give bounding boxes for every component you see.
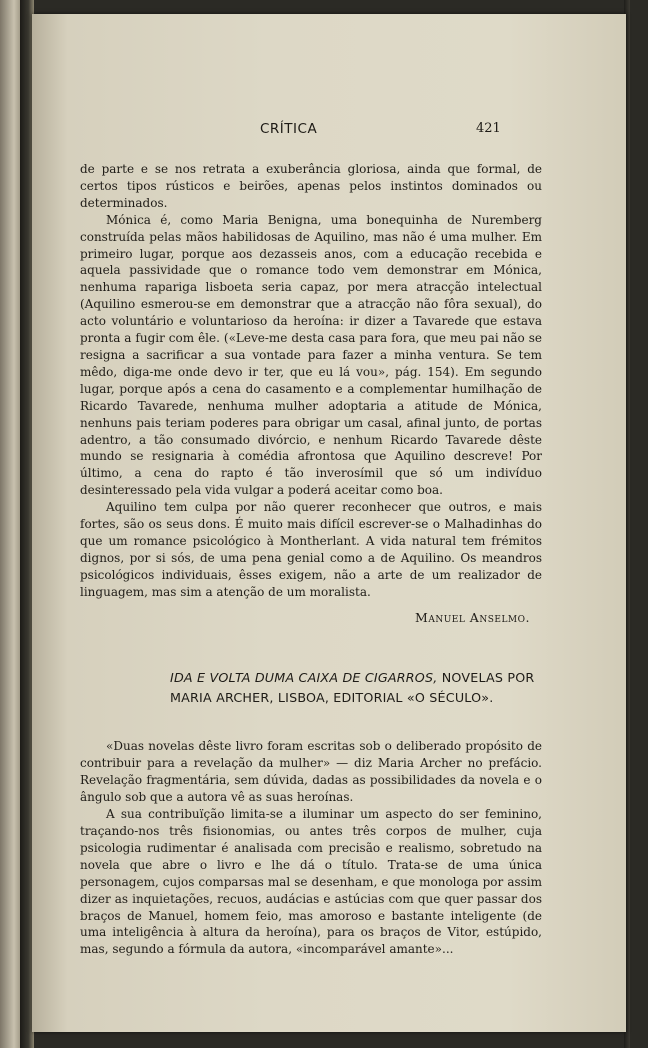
running-header bbox=[32, 121, 626, 145]
book-title: IDA E VOLTA DUMA CAIXA DE CIGARROS, bbox=[170, 670, 438, 686]
page-number: 421 bbox=[476, 121, 501, 136]
review-heading bbox=[170, 668, 542, 708]
paragraph: A sua contribuïção limita-se a iluminar um aspecto do ser feminino, traçando-nos três fisionomias, ou antes três corpos de mulher, cuja psicologia rudimentar é analisada com precisão e realismo, sobretudo na novela que abre o livro e lhe dá o título. Trata-se de uma única personagem, cujos comparsas mal se desenham, e que monologa por assim dizer as inquietações, recuos, audácias e astúcias com que quer passar dos braços de Manuel, homem feio, mas amoroso e bastante inteligente (de uma inteligência à altura da heroína), para os braços de Vitor, estúpido, mas, segundo a fórmula da autora, «incomparável amante»... bbox=[80, 807, 542, 957]
page-body bbox=[80, 161, 542, 958]
book-details: NOVELAS POR MARIA ARCHER, LISBOA, EDITORIAL «O SÉCULO». bbox=[170, 670, 535, 706]
paragraph: Aquilino tem culpa por não querer reconhecer que outros, e mais fortes, são os seus dons. É muito mais difícil escrever-se o Malhadinhas do que um romance psicológico à Montherlant. A vida natural tem frémitos dignos, por si sós, de uma pena genial como a de Aquilino. Os meandros psicológicos individuais, êsses exigem, não a arte de um realizador de linguagem, mas sim a atenção de um moralista. bbox=[80, 500, 542, 599]
page bbox=[32, 14, 626, 1032]
previous-page-edge bbox=[0, 0, 20, 1048]
paragraph: Mónica é, como Maria Benigna, uma bonequinha de Nuremberg construída pelas mãos habilidosas de Aquilino, mas não é uma mulher. Em primeiro lugar, porque aos dezasseis anos, com a educação recebida e aquela passividade que o romance todo vem demonstrar em Mónica, nenhuma rapariga lisboeta seria capaz, por mera atracção intelectual (Aquilino esmerou-se em demonstrar que a atracção não fôra sexual), do acto voluntário e voluntarioso da heroína: ir dizer a Tavarede que estava pronta a fugir com êle. («Leve-me desta casa para fora, que meu pai não se resigna a sacrificar a sua vontade para fazer a minha ventura. Se tem mêdo, diga-me onde devo ir ter, que eu lá vou», pág. 154). Em segundo lugar, porque após a cena do casamento e a complementar humilhação de Ricardo Tavarede, nenhuma mulher adoptaria a atitude de Mónica, nenhuns pais teriam poderes para obrigar um casal, afinal junto, de portas adentro, a tão consumado divórcio, e nenhum Ricardo Tavarede dêste mundo se resignaria à comédia afrontosa que Aquilino descreve! Por último, a cena do rapto é tão inverosímil que só um indivíduo desinteressado pela vida vulgar a poderá aceitar como boa. bbox=[80, 212, 542, 498]
author-signature: Manuel Anselmo. bbox=[415, 609, 530, 625]
running-title: CRÍTICA bbox=[260, 121, 318, 137]
paragraph: «Duas novelas dêste livro foram escritas sob o deliberado propósito de contribuir para a revelação da mulher» — diz Maria Archer no prefácio. Revelação fragmentária, sem dúvida, dadas as possibilidades da novela e o ângulo sob que a autora vê as suas heroínas. bbox=[80, 739, 542, 805]
review-body bbox=[80, 738, 542, 958]
paragraph: de parte e se nos retrata a exuberância gloriosa, ainda que formal, de certos tipos rústicos e beirões, apenas pelos instintos dominados ou determinados. bbox=[80, 162, 542, 210]
